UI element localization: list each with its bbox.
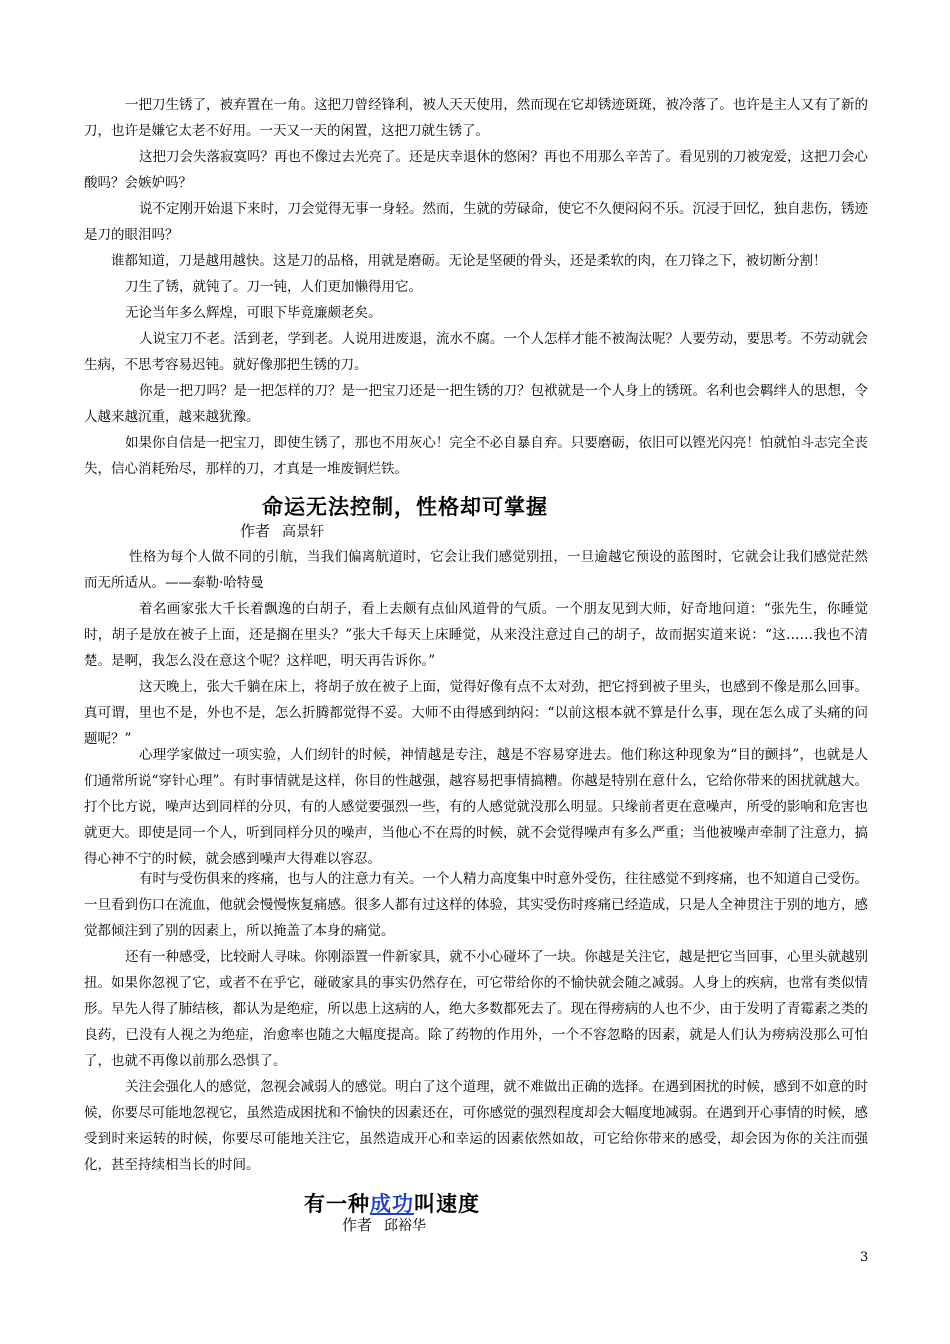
paragraph: 无论当年多么辉煌，可眼下毕竟廉颇老矣。 — [125, 305, 382, 321]
paragraph: 说不定刚开始退下来时，刀会觉得无事一身轻。然而，生就的劳碌命，使它不久便闷闷不乐。沉浸于回忆，独自悲伤，锈迹是刀的眼泪吗？ — [84, 201, 868, 243]
title-text: 有一种 — [304, 1192, 370, 1216]
article-title: 命运无法控制，性格却可掌握 — [262, 495, 548, 519]
author-line — [240, 520, 324, 541]
page-number: 3 — [860, 1250, 869, 1265]
author-name: 邱裕华 — [384, 1218, 427, 1234]
paragraph: 你是一把刀吗？是一把怎样的刀？是一把宝刀还是一把生锈的刀？包袱就是一个人身上的锈斑。名利也会羁绊人的思想，令人越来越沉重，越来越犹豫。 — [84, 383, 868, 425]
paragraph: 如果你自信是一把宝刀，即使生锈了，那也不用灰心！完全不必自暴自弃。只要磨砺，依旧可以铿光闪亮！怕就怕斗志完全丧失，信心消耗殆尽，那样的刀，才真是一堆废铜烂铁。 — [84, 435, 868, 477]
paragraph: 心理学家做过一项实验，人们纫针的时候，神情越是专注，越是不容易穿进去。他们称这种现象为“目的颤抖”，也就是人们通常所说“穿针心理”。有时事情就是这样，你目的性越强，越容易把事情搞糟。你越是特别在意什么，它给你带来的困扰就越大。打个比方说，噪声达到同样的分贝，有的人感觉要强烈一些，有的人感觉就没那么明显。只缘前者更在意噪声，所受的影响和危害也就更大。即使是同一个人，听到同样分贝的噪声，当他心不在焉的时候，就不会觉得噪声有多么严重；当他被噪声牵制了注意力，搞得心神不宁的时候，就会感到噪声大得难以容忍。 — [84, 747, 868, 867]
paragraph: 这天晚上，张大千躺在床上，将胡子放在被子上面，觉得好像有点不太对劲，把它捋到被子里头，也感到不像是那么回事。真可谓，里也不是，外也不是，怎么折腾都觉得不妥。大师不由得感到纳闷：“以前这根本就不算是什么事，现在怎么成了头痛的问题呢？” — [84, 679, 868, 747]
paragraph: 着名画家张大千长着飘逸的白胡子，看上去颇有点仙风道骨的气质。一个朋友见到大师，好奇地问道：“张先生，你睡觉时，胡子是放在被子上面，还是搁在里头？”张大千每天上床睡觉，从来没注意过自己的胡子，故而据实道来说：“这……我也不清楚。是啊，我怎么没在意这个呢？这样吧，明天再告诉你。” — [84, 601, 868, 669]
paragraph: 这把刀会失落寂寞吗？再也不像过去光亮了。还是庆幸退休的悠闲？再也不用那么辛苦了。看见别的刀被宠爱，这把刀会心酸吗？会嫉妒吗？ — [84, 149, 868, 191]
author-line — [342, 1214, 426, 1235]
author-label: 作者 — [342, 1216, 373, 1234]
title-text: 叫速度 — [414, 1192, 480, 1216]
paragraph: 一把刀生锈了，被弃置在一角。这把刀曾经锋利，被人天天使用，然而现在它却锈迹斑斑，被冷落了。也许是主人又有了新的刀，也许是嫌它太老不好用。一天又一天的闲置，这把刀就生锈了。 — [84, 97, 868, 139]
author-name: 高景轩 — [282, 524, 325, 540]
paragraph: 还有一种感受，比较耐人寻味。你刚添置一件新家具，就不小心碰坏了一块。你越是关注它，越是把它当回事，心里头就越别扭。如果你忽视了它，或者不在乎它，碰破家具的事实仍然存在，可它带给你的不愉快就会随之减弱。人身上的疾病，也常有类似情形。早先人得了肺结核，都认为是绝症，所以患上这病的人，绝大多数都死去了。现在得痨病的人也不少，由于发明了青霉素之类的良药，已没有人视之为绝症，治愈率也随之大幅度提高。除了药物的作用外，一个不容忽略的因素，就是人们认为痨病没那么可怕了，也就不再像以前那么恐惧了。 — [84, 949, 868, 1069]
paragraph: 性格为每个人做不同的引航，当我们偏离航道时，它会让我们感觉别扭，一旦逾越它预设的蓝图时，它就会让我们感觉茫然而无所适从。——泰勒·哈特曼 — [84, 549, 868, 591]
paragraph: 有时与受伤俱来的疼痛，也与人的注意力有关。一个人精力高度集中时意外受伤，往往感觉不到疼痛，也不知道自己受伤。一旦看到伤口在流血，他就会慢慢恢复痛感。很多人都有过这样的体验，其实受伤时疼痛已经造成，只是人全神贯注于别的地方，感觉都倾注到了别的因素上，所以掩盖了本身的痛觉。 — [84, 871, 868, 939]
paragraph: 谁都知道，刀是越用越快。这是刀的品格，用就是磨砺。无论是坚硬的骨头，还是柔软的肉，在刀锋之下，被切断分割！ — [111, 253, 827, 269]
success-link[interactable]: 成功 — [370, 1192, 414, 1216]
author-label: 作者 — [240, 522, 271, 540]
paragraph: 关注会强化人的感觉，忽视会减弱人的感觉。明白了这个道理，就不难做出正确的选择。在遇到困扰的时候，感到不如意的时候，你要尽可能地忽视它，虽然造成困扰和不愉快的因素还在，可你感觉的强烈程度却会大幅度地减弱。在遇到开心事情的时候，感受到时来运转的时候，你要尽可能地关注它，虽然造成开心和幸运的因素依然如故，可它给你带来的感受，却会因为你的关注而强化，甚至持续相当长的时间。 — [84, 1079, 868, 1173]
paragraph: 人说宝刀不老。活到老，学到老。人说用进废退，流水不腐。一个人怎样才能不被淘汰呢？人要劳动，要思考。不劳动就会生病，不思考容易迟钝。就好像那把生锈的刀。 — [84, 331, 868, 373]
paragraph: 刀生了锈，就钝了。刀一钝，人们更加懒得用它。 — [125, 279, 422, 295]
